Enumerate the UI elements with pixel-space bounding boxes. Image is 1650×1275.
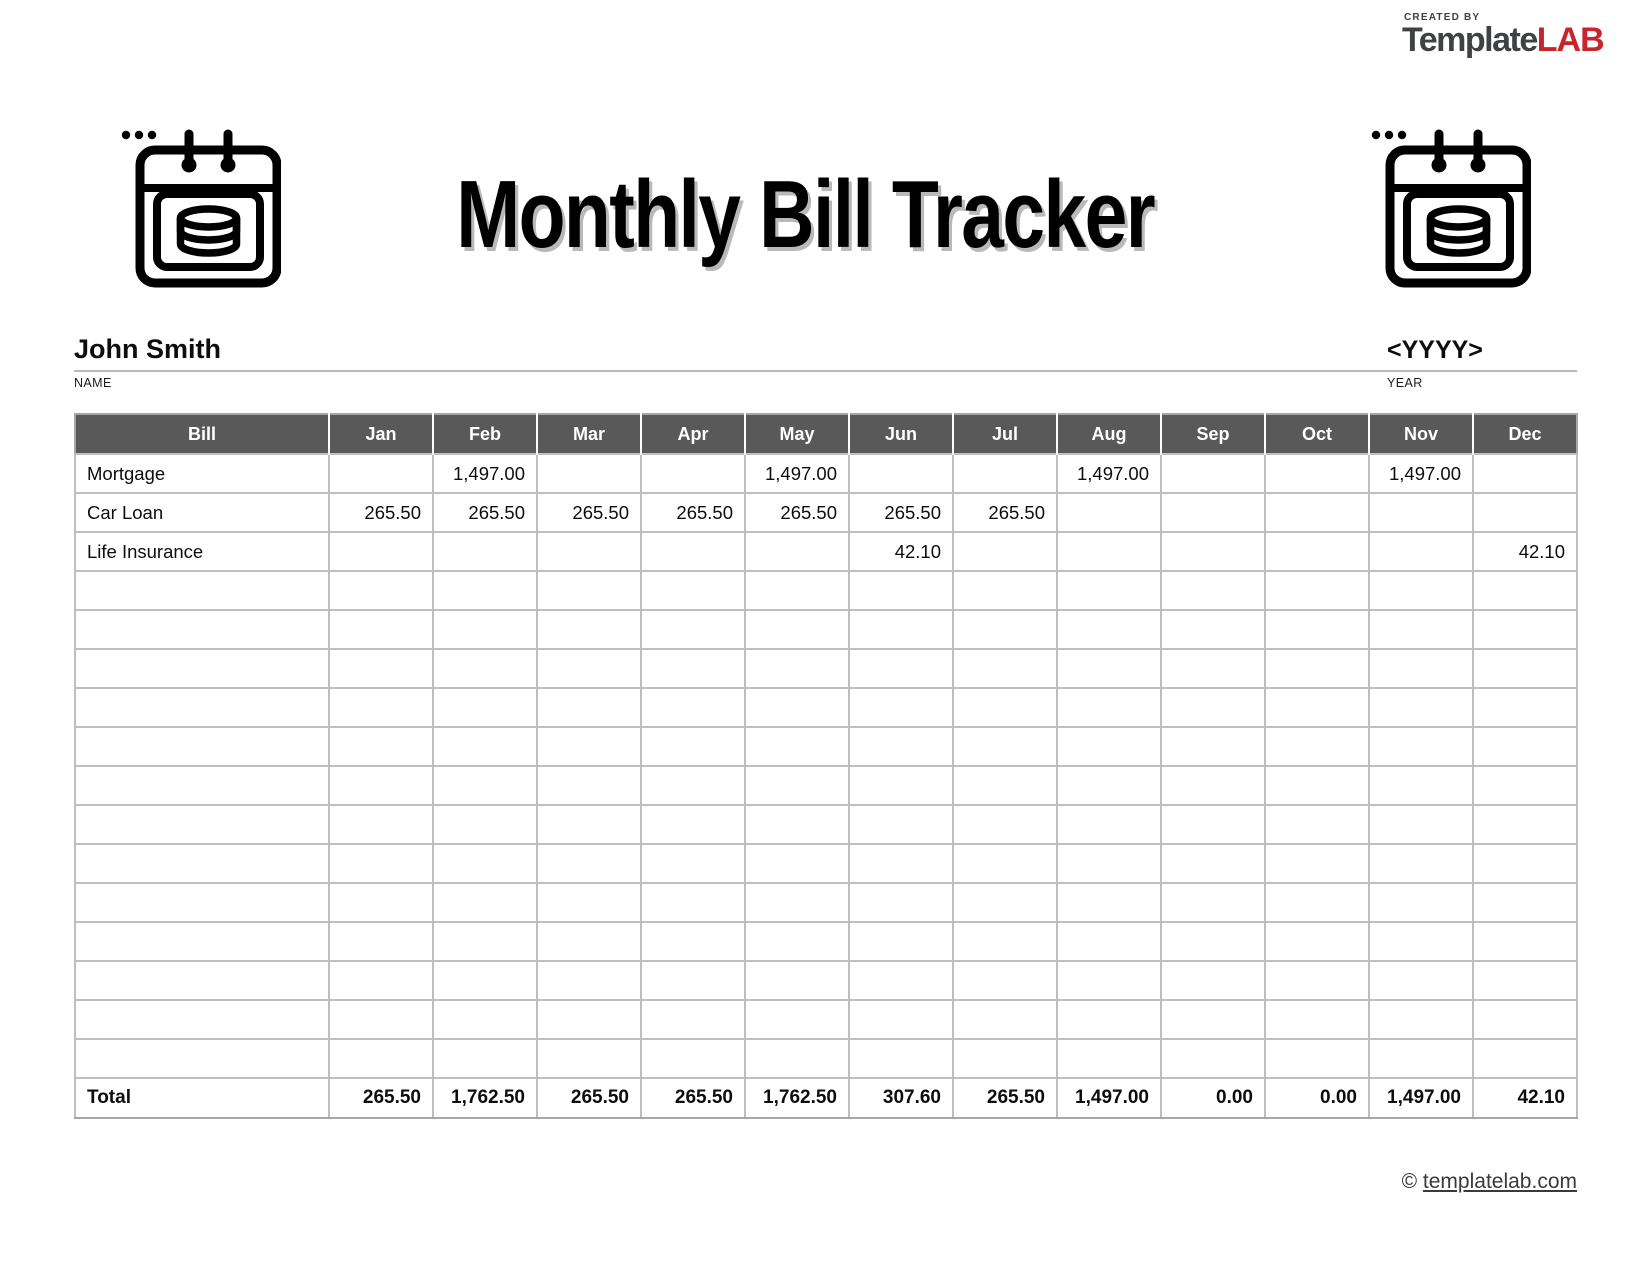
column-header-sep: Sep bbox=[1161, 414, 1265, 454]
amount-cell-oct[interactable] bbox=[1265, 1039, 1369, 1078]
bill-cell[interactable] bbox=[75, 922, 329, 961]
amount-cell-mar[interactable] bbox=[537, 727, 641, 766]
amount-cell-oct[interactable] bbox=[1265, 532, 1369, 571]
amount-cell-nov[interactable] bbox=[1369, 610, 1473, 649]
amount-cell-apr[interactable] bbox=[641, 1039, 745, 1078]
total-cell-may: 1,762.50 bbox=[745, 1078, 849, 1118]
amount-cell-dec[interactable] bbox=[1473, 1039, 1577, 1078]
amount-cell-jul[interactable] bbox=[953, 844, 1057, 883]
amount-cell-jul[interactable] bbox=[953, 454, 1057, 493]
amount-cell-jul[interactable] bbox=[953, 922, 1057, 961]
amount-cell-dec[interactable] bbox=[1473, 844, 1577, 883]
amount-cell-apr[interactable] bbox=[641, 727, 745, 766]
amount-cell-jun[interactable] bbox=[849, 961, 953, 1000]
amount-cell-jul[interactable] bbox=[953, 610, 1057, 649]
amount-cell-mar[interactable] bbox=[537, 766, 641, 805]
amount-cell-aug[interactable] bbox=[1057, 727, 1161, 766]
amount-cell-nov[interactable] bbox=[1369, 1000, 1473, 1039]
amount-cell-feb[interactable] bbox=[433, 610, 537, 649]
empty-bill-row bbox=[75, 844, 1577, 883]
amount-cell-nov[interactable] bbox=[1369, 766, 1473, 805]
amount-cell-nov[interactable] bbox=[1369, 844, 1473, 883]
empty-bill-row bbox=[75, 805, 1577, 844]
amount-cell-jul[interactable] bbox=[953, 766, 1057, 805]
amount-cell-feb[interactable] bbox=[433, 727, 537, 766]
amount-cell-sep[interactable] bbox=[1161, 649, 1265, 688]
amount-cell-jan[interactable] bbox=[329, 1000, 433, 1039]
amount-cell-jun[interactable] bbox=[849, 454, 953, 493]
bill-cell[interactable]: Life Insurance bbox=[75, 532, 329, 571]
empty-bill-row bbox=[75, 649, 1577, 688]
amount-cell-dec[interactable] bbox=[1473, 1000, 1577, 1039]
logo-text-template: Template bbox=[1402, 21, 1537, 59]
amount-cell-sep[interactable] bbox=[1161, 727, 1265, 766]
amount-cell-sep[interactable] bbox=[1161, 688, 1265, 727]
bill-cell[interactable] bbox=[75, 610, 329, 649]
logo-created-by: CREATED BY bbox=[1404, 12, 1481, 23]
amount-cell-jan[interactable] bbox=[329, 610, 433, 649]
amount-cell-aug[interactable] bbox=[1057, 922, 1161, 961]
amount-cell-aug[interactable] bbox=[1057, 844, 1161, 883]
amount-cell-jan[interactable] bbox=[329, 532, 433, 571]
amount-cell-feb[interactable] bbox=[433, 844, 537, 883]
bill-cell[interactable] bbox=[75, 1039, 329, 1078]
bill-table-body bbox=[75, 454, 1577, 1118]
amount-cell-aug[interactable] bbox=[1057, 766, 1161, 805]
amount-cell-jun[interactable] bbox=[849, 1039, 953, 1078]
amount-cell-dec[interactable]: 42.10 bbox=[1473, 532, 1577, 571]
name-field[interactable]: John Smith bbox=[74, 334, 221, 364]
bill-cell[interactable] bbox=[75, 649, 329, 688]
total-cell-nov: 1,497.00 bbox=[1369, 1078, 1473, 1118]
amount-cell-oct[interactable] bbox=[1265, 454, 1369, 493]
amount-cell-dec[interactable] bbox=[1473, 571, 1577, 610]
amount-cell-dec[interactable] bbox=[1473, 766, 1577, 805]
amount-cell-jul[interactable] bbox=[953, 571, 1057, 610]
amount-cell-mar[interactable] bbox=[537, 922, 641, 961]
total-cell-aug: 1,497.00 bbox=[1057, 1078, 1161, 1118]
amount-cell-nov[interactable] bbox=[1369, 922, 1473, 961]
amount-cell-nov[interactable] bbox=[1369, 961, 1473, 1000]
amount-cell-feb[interactable] bbox=[433, 922, 537, 961]
amount-cell-mar[interactable] bbox=[537, 610, 641, 649]
amount-cell-oct[interactable] bbox=[1265, 1000, 1369, 1039]
bill-cell[interactable] bbox=[75, 688, 329, 727]
amount-cell-apr[interactable]: 265.50 bbox=[641, 493, 745, 532]
amount-cell-oct[interactable] bbox=[1265, 766, 1369, 805]
amount-cell-sep[interactable] bbox=[1161, 493, 1265, 532]
amount-cell-apr[interactable] bbox=[641, 532, 745, 571]
empty-bill-row bbox=[75, 766, 1577, 805]
year-field[interactable]: <YYYY> bbox=[1387, 336, 1483, 364]
amount-cell-sep[interactable] bbox=[1161, 1039, 1265, 1078]
amount-cell-sep[interactable] bbox=[1161, 844, 1265, 883]
amount-cell-jan[interactable] bbox=[329, 844, 433, 883]
amount-cell-may[interactable] bbox=[745, 571, 849, 610]
amount-cell-apr[interactable] bbox=[641, 649, 745, 688]
bill-cell[interactable]: Mortgage bbox=[75, 454, 329, 493]
amount-cell-may[interactable] bbox=[745, 805, 849, 844]
amount-cell-may[interactable]: 265.50 bbox=[745, 493, 849, 532]
amount-cell-oct[interactable] bbox=[1265, 961, 1369, 1000]
amount-cell-apr[interactable] bbox=[641, 571, 745, 610]
amount-cell-may[interactable]: 1,497.00 bbox=[745, 454, 849, 493]
amount-cell-apr[interactable] bbox=[641, 922, 745, 961]
total-cell-jul: 265.50 bbox=[953, 1078, 1057, 1118]
amount-cell-may[interactable] bbox=[745, 532, 849, 571]
amount-cell-feb[interactable]: 265.50 bbox=[433, 493, 537, 532]
amount-cell-dec[interactable] bbox=[1473, 883, 1577, 922]
amount-cell-apr[interactable] bbox=[641, 766, 745, 805]
amount-cell-may[interactable] bbox=[745, 766, 849, 805]
amount-cell-jan[interactable] bbox=[329, 454, 433, 493]
amount-cell-may[interactable] bbox=[745, 1039, 849, 1078]
amount-cell-jul[interactable] bbox=[953, 805, 1057, 844]
amount-cell-apr[interactable] bbox=[641, 454, 745, 493]
amount-cell-jan[interactable] bbox=[329, 883, 433, 922]
amount-cell-mar[interactable] bbox=[537, 805, 641, 844]
amount-cell-sep[interactable] bbox=[1161, 1000, 1265, 1039]
column-header-oct: Oct bbox=[1265, 414, 1369, 454]
amount-cell-nov[interactable] bbox=[1369, 883, 1473, 922]
amount-cell-jun[interactable] bbox=[849, 922, 953, 961]
amount-cell-dec[interactable] bbox=[1473, 493, 1577, 532]
amount-cell-sep[interactable] bbox=[1161, 571, 1265, 610]
amount-cell-jan[interactable] bbox=[329, 922, 433, 961]
total-label-cell: Total bbox=[75, 1078, 329, 1118]
amount-cell-jun[interactable]: 42.10 bbox=[849, 532, 953, 571]
amount-cell-oct[interactable] bbox=[1265, 571, 1369, 610]
amount-cell-oct[interactable] bbox=[1265, 922, 1369, 961]
total-cell-jun: 307.60 bbox=[849, 1078, 953, 1118]
empty-bill-row bbox=[75, 922, 1577, 961]
amount-cell-mar[interactable] bbox=[537, 454, 641, 493]
amount-cell-feb[interactable] bbox=[433, 1039, 537, 1078]
amount-cell-oct[interactable] bbox=[1265, 493, 1369, 532]
amount-cell-sep[interactable] bbox=[1161, 922, 1265, 961]
templatelab-link[interactable]: templatelab.com bbox=[1422, 1170, 1577, 1193]
bill-row bbox=[75, 532, 1577, 571]
bill-cell[interactable] bbox=[75, 844, 329, 883]
amount-cell-apr[interactable] bbox=[641, 844, 745, 883]
amount-cell-may[interactable] bbox=[745, 727, 849, 766]
amount-cell-mar[interactable]: 265.50 bbox=[537, 493, 641, 532]
amount-cell-oct[interactable] bbox=[1265, 688, 1369, 727]
bill-cell[interactable]: Car Loan bbox=[75, 493, 329, 532]
amount-cell-jul[interactable] bbox=[953, 1000, 1057, 1039]
column-header-dec: Dec bbox=[1473, 414, 1577, 454]
amount-cell-jun[interactable]: 265.50 bbox=[849, 493, 953, 532]
amount-cell-may[interactable] bbox=[745, 688, 849, 727]
amount-cell-aug[interactable] bbox=[1057, 883, 1161, 922]
amount-cell-dec[interactable] bbox=[1473, 727, 1577, 766]
bill-table-head bbox=[75, 414, 1577, 454]
amount-cell-mar[interactable] bbox=[537, 688, 641, 727]
name-year-strip bbox=[74, 334, 1577, 390]
amount-cell-dec[interactable] bbox=[1473, 805, 1577, 844]
copyright-symbol: © bbox=[1401, 1170, 1418, 1193]
page-title: Monthly Bill Tracker bbox=[456, 161, 1154, 268]
bill-cell[interactable] bbox=[75, 1000, 329, 1039]
amount-cell-jul[interactable] bbox=[953, 688, 1057, 727]
amount-cell-aug[interactable] bbox=[1057, 532, 1161, 571]
bill-table bbox=[74, 413, 1578, 1119]
amount-cell-dec[interactable] bbox=[1473, 610, 1577, 649]
amount-cell-aug[interactable] bbox=[1057, 688, 1161, 727]
amount-cell-jun[interactable] bbox=[849, 571, 953, 610]
amount-cell-may[interactable] bbox=[745, 883, 849, 922]
column-header-bill: Bill bbox=[75, 414, 329, 454]
amount-cell-dec[interactable] bbox=[1473, 961, 1577, 1000]
amount-cell-may[interactable] bbox=[745, 1000, 849, 1039]
amount-cell-jun[interactable] bbox=[849, 844, 953, 883]
total-cell-mar: 265.50 bbox=[537, 1078, 641, 1118]
amount-cell-feb[interactable] bbox=[433, 688, 537, 727]
empty-bill-row bbox=[75, 1000, 1577, 1039]
amount-cell-nov[interactable] bbox=[1369, 649, 1473, 688]
amount-cell-nov[interactable] bbox=[1369, 727, 1473, 766]
amount-cell-nov[interactable] bbox=[1369, 493, 1473, 532]
amount-cell-aug[interactable] bbox=[1057, 571, 1161, 610]
amount-cell-jan[interactable] bbox=[329, 688, 433, 727]
amount-cell-jun[interactable] bbox=[849, 649, 953, 688]
amount-cell-may[interactable] bbox=[745, 649, 849, 688]
empty-bill-row bbox=[75, 883, 1577, 922]
amount-cell-oct[interactable] bbox=[1265, 610, 1369, 649]
column-header-jul: Jul bbox=[953, 414, 1057, 454]
total-row bbox=[75, 1078, 1577, 1118]
amount-cell-jun[interactable] bbox=[849, 1000, 953, 1039]
amount-cell-jun[interactable] bbox=[849, 766, 953, 805]
year-label: YEAR bbox=[1387, 376, 1423, 390]
empty-bill-row bbox=[75, 727, 1577, 766]
amount-cell-oct[interactable] bbox=[1265, 727, 1369, 766]
amount-cell-aug[interactable] bbox=[1057, 493, 1161, 532]
bill-row bbox=[75, 493, 1577, 532]
amount-cell-mar[interactable] bbox=[537, 844, 641, 883]
amount-cell-feb[interactable] bbox=[433, 961, 537, 1000]
empty-bill-row bbox=[75, 1039, 1577, 1078]
bill-cell[interactable] bbox=[75, 883, 329, 922]
amount-cell-jul[interactable] bbox=[953, 961, 1057, 1000]
bill-cell[interactable] bbox=[75, 727, 329, 766]
amount-cell-feb[interactable] bbox=[433, 766, 537, 805]
column-header-mar: Mar bbox=[537, 414, 641, 454]
logo-wordmark bbox=[1402, 23, 1604, 57]
amount-cell-jul[interactable] bbox=[953, 649, 1057, 688]
column-header-jan: Jan bbox=[329, 414, 433, 454]
amount-cell-nov[interactable] bbox=[1369, 1039, 1473, 1078]
amount-cell-nov[interactable] bbox=[1369, 571, 1473, 610]
amount-cell-jun[interactable] bbox=[849, 805, 953, 844]
amount-cell-sep[interactable] bbox=[1161, 883, 1265, 922]
amount-cell-jul[interactable] bbox=[953, 532, 1057, 571]
column-header-nov: Nov bbox=[1369, 414, 1473, 454]
amount-cell-sep[interactable] bbox=[1161, 610, 1265, 649]
amount-cell-dec[interactable] bbox=[1473, 688, 1577, 727]
amount-cell-may[interactable] bbox=[745, 844, 849, 883]
amount-cell-jan[interactable] bbox=[329, 805, 433, 844]
column-header-jun: Jun bbox=[849, 414, 953, 454]
amount-cell-jan[interactable]: 265.50 bbox=[329, 493, 433, 532]
amount-cell-apr[interactable] bbox=[641, 610, 745, 649]
column-header-may: May bbox=[745, 414, 849, 454]
column-header-feb: Feb bbox=[433, 414, 537, 454]
amount-cell-dec[interactable] bbox=[1473, 922, 1577, 961]
amount-cell-aug[interactable] bbox=[1057, 1039, 1161, 1078]
amount-cell-jan[interactable] bbox=[329, 1039, 433, 1078]
empty-bill-row bbox=[75, 571, 1577, 610]
amount-cell-feb[interactable] bbox=[433, 883, 537, 922]
total-cell-sep: 0.00 bbox=[1161, 1078, 1265, 1118]
amount-cell-feb[interactable]: 1,497.00 bbox=[433, 454, 537, 493]
logo-text-lab: LAB bbox=[1536, 21, 1604, 59]
amount-cell-may[interactable] bbox=[745, 961, 849, 1000]
amount-cell-feb[interactable] bbox=[433, 532, 537, 571]
name-label: NAME bbox=[74, 376, 112, 390]
amount-cell-jul[interactable] bbox=[953, 883, 1057, 922]
amount-cell-jan[interactable] bbox=[329, 766, 433, 805]
total-cell-apr: 265.50 bbox=[641, 1078, 745, 1118]
amount-cell-aug[interactable]: 1,497.00 bbox=[1057, 454, 1161, 493]
amount-cell-dec[interactable] bbox=[1473, 454, 1577, 493]
amount-cell-nov[interactable] bbox=[1369, 805, 1473, 844]
amount-cell-apr[interactable] bbox=[641, 1000, 745, 1039]
templatelab-logo bbox=[1402, 12, 1604, 57]
column-header-apr: Apr bbox=[641, 414, 745, 454]
total-cell-oct: 0.00 bbox=[1265, 1078, 1369, 1118]
amount-cell-mar[interactable] bbox=[537, 649, 641, 688]
amount-cell-aug[interactable] bbox=[1057, 961, 1161, 1000]
amount-cell-mar[interactable] bbox=[537, 961, 641, 1000]
total-cell-dec: 42.10 bbox=[1473, 1078, 1577, 1118]
amount-cell-apr[interactable] bbox=[641, 688, 745, 727]
amount-cell-nov[interactable] bbox=[1369, 688, 1473, 727]
amount-cell-jan[interactable] bbox=[329, 571, 433, 610]
amount-cell-dec[interactable] bbox=[1473, 649, 1577, 688]
amount-cell-oct[interactable] bbox=[1265, 883, 1369, 922]
footer bbox=[1077, 1170, 1577, 1194]
amount-cell-jul[interactable] bbox=[953, 1039, 1057, 1078]
amount-cell-oct[interactable] bbox=[1265, 805, 1369, 844]
amount-cell-sep[interactable] bbox=[1161, 805, 1265, 844]
amount-cell-mar[interactable] bbox=[537, 883, 641, 922]
amount-cell-oct[interactable] bbox=[1265, 844, 1369, 883]
total-cell-feb: 1,762.50 bbox=[433, 1078, 537, 1118]
amount-cell-feb[interactable] bbox=[433, 649, 537, 688]
amount-cell-aug[interactable] bbox=[1057, 649, 1161, 688]
amount-cell-apr[interactable] bbox=[641, 883, 745, 922]
amount-cell-jan[interactable] bbox=[329, 727, 433, 766]
amount-cell-may[interactable] bbox=[745, 922, 849, 961]
amount-cell-apr[interactable] bbox=[641, 961, 745, 1000]
bill-row bbox=[75, 454, 1577, 493]
amount-cell-nov[interactable]: 1,497.00 bbox=[1369, 454, 1473, 493]
amount-cell-feb[interactable] bbox=[433, 805, 537, 844]
amount-cell-jul[interactable]: 265.50 bbox=[953, 493, 1057, 532]
amount-cell-may[interactable] bbox=[745, 610, 849, 649]
amount-cell-aug[interactable] bbox=[1057, 610, 1161, 649]
amount-cell-apr[interactable] bbox=[641, 805, 745, 844]
bill-cell[interactable] bbox=[75, 766, 329, 805]
amount-cell-mar[interactable] bbox=[537, 1039, 641, 1078]
amount-cell-jul[interactable] bbox=[953, 727, 1057, 766]
amount-cell-jun[interactable] bbox=[849, 727, 953, 766]
amount-cell-aug[interactable] bbox=[1057, 1000, 1161, 1039]
amount-cell-sep[interactable] bbox=[1161, 454, 1265, 493]
amount-cell-oct[interactable] bbox=[1265, 649, 1369, 688]
amount-cell-jan[interactable] bbox=[329, 649, 433, 688]
amount-cell-mar[interactable] bbox=[537, 571, 641, 610]
amount-cell-jun[interactable] bbox=[849, 688, 953, 727]
amount-cell-jun[interactable] bbox=[849, 883, 953, 922]
amount-cell-sep[interactable] bbox=[1161, 532, 1265, 571]
amount-cell-mar[interactable] bbox=[537, 1000, 641, 1039]
bill-cell[interactable] bbox=[75, 805, 329, 844]
bill-cell[interactable] bbox=[75, 961, 329, 1000]
empty-bill-row bbox=[75, 688, 1577, 727]
bill-cell[interactable] bbox=[75, 571, 329, 610]
amount-cell-jan[interactable] bbox=[329, 961, 433, 1000]
amount-cell-sep[interactable] bbox=[1161, 961, 1265, 1000]
column-header-aug: Aug bbox=[1057, 414, 1161, 454]
amount-cell-aug[interactable] bbox=[1057, 805, 1161, 844]
amount-cell-feb[interactable] bbox=[433, 571, 537, 610]
header-row bbox=[75, 414, 1577, 454]
empty-bill-row bbox=[75, 961, 1577, 1000]
empty-bill-row bbox=[75, 610, 1577, 649]
total-cell-jan: 265.50 bbox=[329, 1078, 433, 1118]
amount-cell-nov[interactable] bbox=[1369, 532, 1473, 571]
amount-cell-sep[interactable] bbox=[1161, 766, 1265, 805]
amount-cell-jun[interactable] bbox=[849, 610, 953, 649]
amount-cell-mar[interactable] bbox=[537, 532, 641, 571]
amount-cell-feb[interactable] bbox=[433, 1000, 537, 1039]
